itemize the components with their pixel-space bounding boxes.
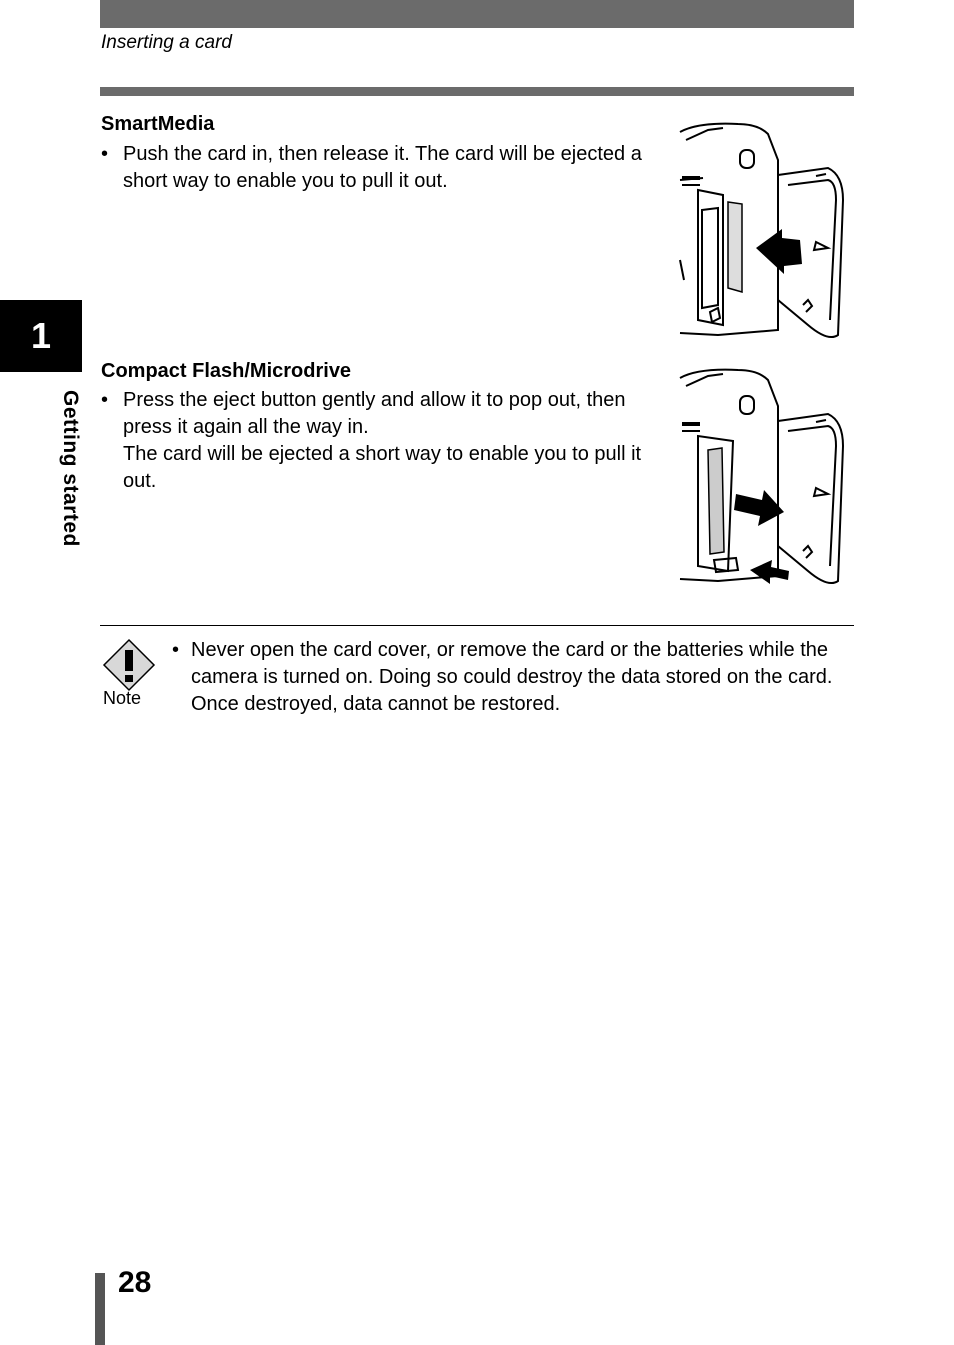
bullet-marker: • xyxy=(101,389,109,411)
note-text: Never open the card cover, or remove the card or the batteries while the camera is turned on. Doing so could destroy the data stored on the card. Once destroyed, data cannot be restored. xyxy=(191,639,833,715)
section-title-smartmedia: SmartMedia xyxy=(101,113,215,135)
page-number-bar xyxy=(95,1273,105,1345)
smartmedia-text: Push the card in, then release it. The card will be ejected a short way to enable you to pull it out. xyxy=(123,143,642,192)
bullet-marker: • xyxy=(172,639,180,661)
note-label: Note xyxy=(103,688,142,708)
page-number: 28 xyxy=(118,1266,152,1299)
chapter-tab xyxy=(0,300,82,372)
header-rule xyxy=(100,87,854,96)
warning-icon xyxy=(102,638,156,694)
chapter-number: 1 xyxy=(30,315,52,356)
note-divider xyxy=(100,625,854,626)
section-title-compact-flash: Compact Flash/Microdrive xyxy=(101,360,352,382)
header-bar xyxy=(100,0,854,28)
compact-flash-text-1: Press the eject button gently and allow it to pop out, then press it again all the way in. xyxy=(123,389,626,438)
smartmedia-insert-illustration xyxy=(678,120,848,345)
running-head: Inserting a card xyxy=(101,32,232,53)
compact-flash-text-2: The card will be ejected a short way to enable you to pull it out. xyxy=(123,443,642,492)
bullet-marker: • xyxy=(101,143,109,165)
compact-flash-instruction xyxy=(101,387,661,495)
compact-flash-eject-illustration xyxy=(678,366,848,591)
smartmedia-instruction xyxy=(101,141,661,195)
note-text-block xyxy=(172,637,854,718)
chapter-label: Getting started xyxy=(59,390,82,547)
